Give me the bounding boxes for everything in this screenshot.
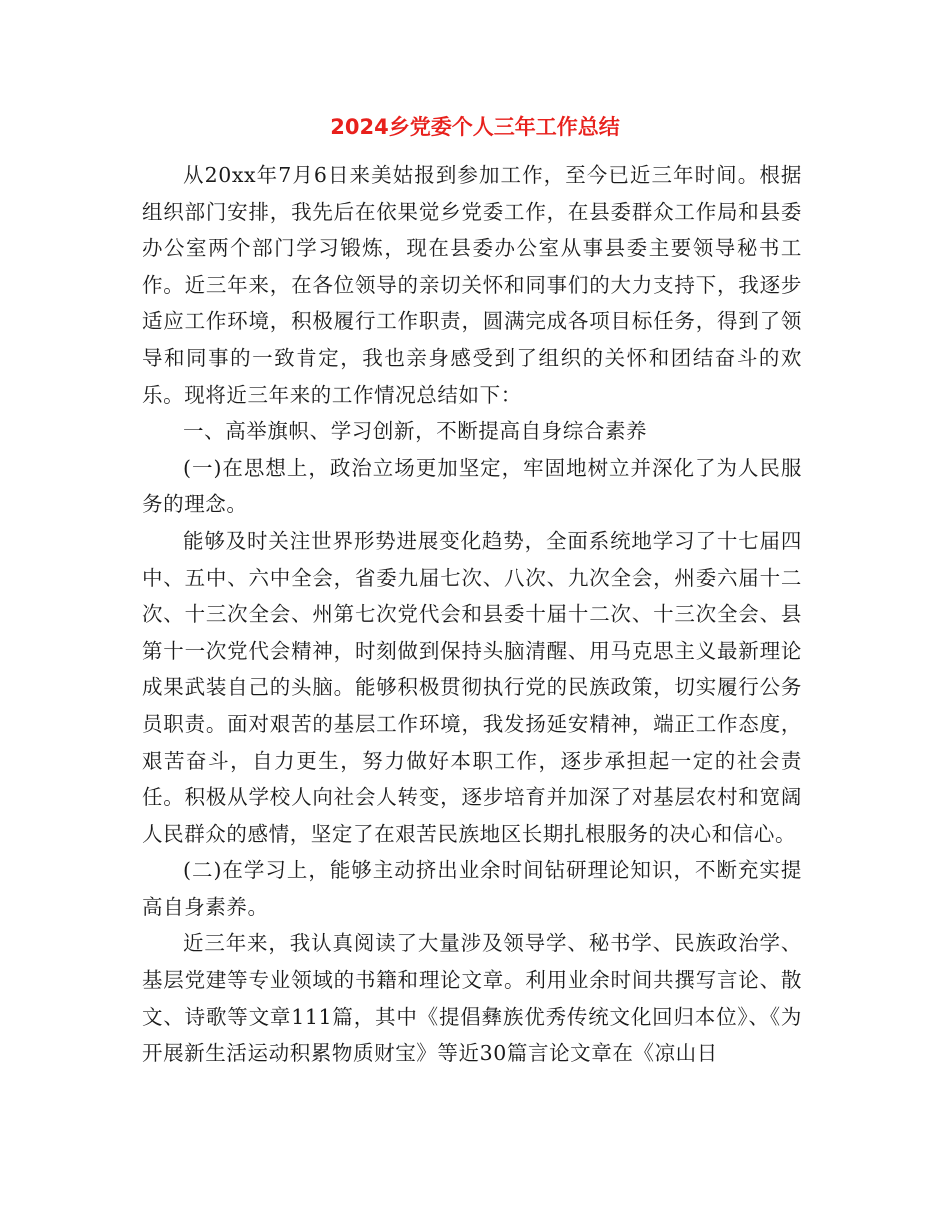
- subsection-heading-2: (二)在学习上，能够主动挤出业余时间钻研理论知识，不断充实提高自身素养。: [142, 858, 802, 919]
- document-title: 2024乡党委个人三年工作总结: [330, 115, 620, 139]
- document-body: [142, 157, 802, 1072]
- subsection-heading-1: (一)在思想上，政治立场更加坚定，牢固地树立并深化了为人民服务的理念。: [142, 455, 802, 517]
- paragraph-thought: 能够及时关注世界形势进展变化趋势，全面系统地学习了十七届四中、五中、六中全会，省委九届七次、八次、九次全会，州委六届十二次、十三次全会、州第七次党代会和县委十届十二次、十三次全会、县第十一次党代会精神，时刻做到保持头脑清醒、用马克思主义最新理论成果武装自己的头脑。能够积极贯彻执行党的民族政策，切实履行公务员职责。面对艰苦的基层工作环境，我发扬延安精神，端正工作态度，艰苦奋斗，自力更生，努力做好本职工作，逐步承担起一定的社会责任。积极从学校人向社会人转变，逐步培育并加深了对基层农村和宽阔人民群众的感情，坚定了在艰苦民族地区长期扎根服务的决心和信心。: [142, 528, 802, 846]
- section-heading-1: 一、高举旗帜、学习创新，不断提高自身综合素养: [183, 419, 648, 444]
- paragraph-study: 近三年来，我认真阅读了大量涉及领导学、秘书学、民族政治学、基层党建等专业领域的书籍和理论文章。利用业余时间共撰写言论、散文、诗歌等文章111篇，其中《提倡彝族优秀传统文化回归本位》、《为开展新生活运动积累物质财宝》等近30篇言论文章在《凉山日: [142, 931, 802, 1066]
- paragraph-intro: 从20xx年7月6日来美姑报到参加工作，至今已近三年时间。根据组织部门安排，我先后在依果觉乡党委工作，在县委群众工作局和县委办公室两个部门学习锻炼，现在县委办公室从事县委主要领导秘书工作。近三年来，在各位领导的亲切关怀和同事们的大力支持下，我逐步适应工作环境，积极履行工作职责，圆满完成各项目标任务，得到了领导和同事的一致肯定，我也亲身感受到了组织的关怀和团结奋斗的欢乐。现将近三年来的工作情况总结如下：: [142, 163, 802, 407]
